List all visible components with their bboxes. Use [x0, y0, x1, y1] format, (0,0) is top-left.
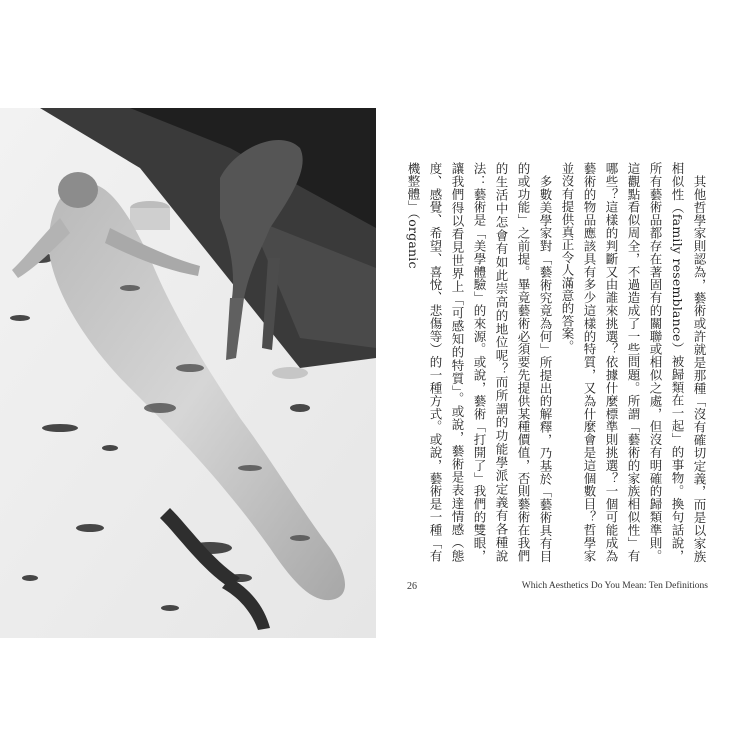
page-number: 26: [407, 581, 417, 592]
paragraph-1: 其他哲學家則認為，藝術或許就是那種「沒有確切定義，而是以家族相似性（family resemblance）被歸類在一起」的事物。換句話說，所有藝術品都存在著固有的關聯或相似之處，但沒有明確的歸類準則。這觀點看似周全，不過造成了一些問題。所謂「藝術的家族相似性」有哪些？這樣的判斷又由誰來挑選？依據什麼標準則挑選？一個可能成為藝術的物品應該具有多少這樣的特質，又為什麼會是這個數目？哲學家並沒有提供真正令人滿意的答案。: [560, 162, 707, 562]
running-head: Which Aesthetics Do You Mean: Ten Definitions: [521, 581, 708, 591]
photograph: [0, 108, 376, 638]
paragraph-2: 多數美學家對「藝術究竟為何」所提出的解釋，乃基於「藝術具有目的或功能」之前提。畢竟藝術必須要先提供某種價值，否則藝術在我們的生活中怎會有如此崇高的地位呢？而所謂的功能學派定義有各種說法：藝術是「美學體驗」的來源。或說，藝術「打開了」我們的雙眼，讓我們得以看見世界上「可感知的特質」。或說，藝術是表達情感（態度、感覺、希望、喜悅、悲傷等）的一種方式。或說，藝術是一種「有機整體」（organic: [406, 162, 553, 562]
painted-figures-photo: [0, 108, 376, 638]
body-text: [406, 162, 710, 562]
